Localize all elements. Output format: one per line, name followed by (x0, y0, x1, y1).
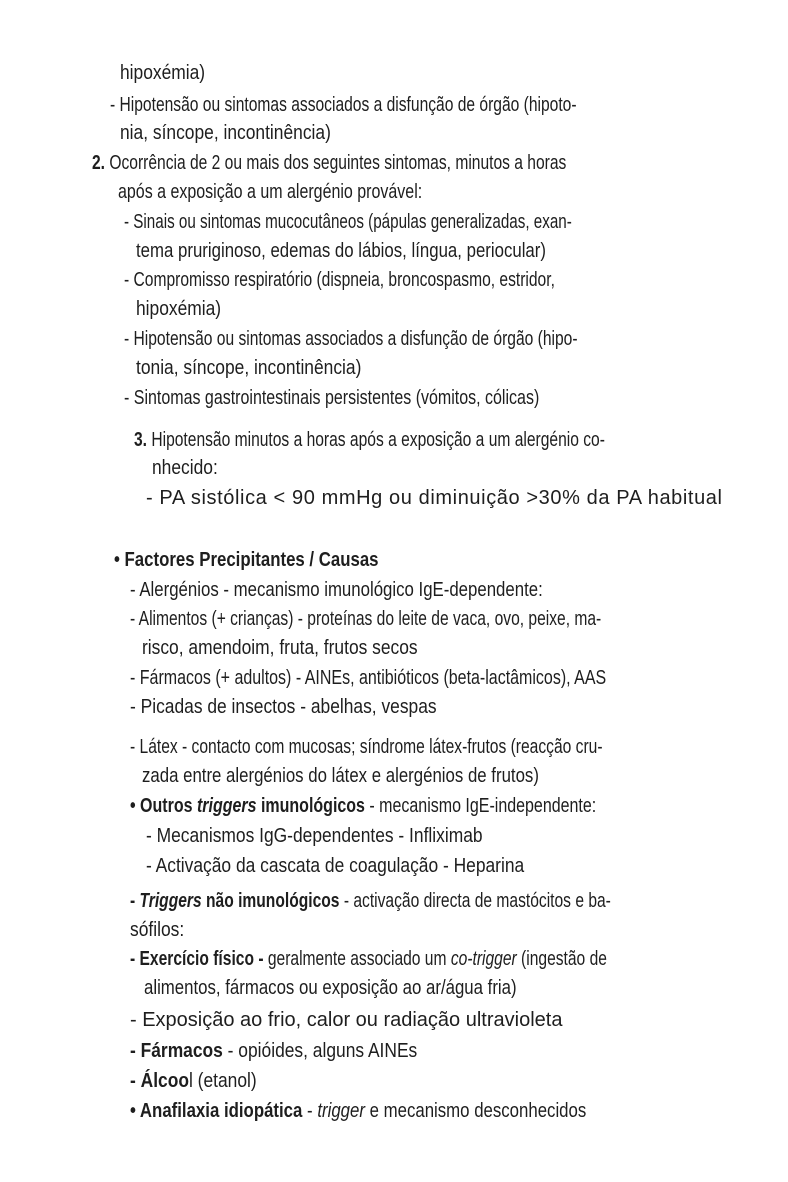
text-line: - Activação da cascata de coagulação - Heparina (146, 855, 525, 877)
text-line: - Hipotensão ou sintomas associados a disfunção de órgão (hipo- (124, 328, 578, 350)
text-line: - Fármacos - opióides, alguns AINEs (130, 1040, 418, 1062)
text-line: tonia, síncope, incontinência) (136, 357, 362, 379)
text-line: • Anafilaxia idiopática - trigger e mecanismo desconhecidos (130, 1100, 587, 1122)
text-line: nhecido: (152, 457, 218, 479)
text-line: - Látex - contacto com mucosas; síndrome látex-frutos (reacção cru- (130, 736, 603, 758)
text-line: hipoxémia) (120, 62, 206, 84)
text-line: risco, amendoim, fruta, frutos secos (142, 637, 418, 659)
item-number: 2. (92, 152, 106, 174)
text-line: - Alimentos (+ crianças) - proteínas do leite de vaca, ovo, peixe, ma- (130, 608, 602, 630)
text-line: - Mecanismos IgG-dependentes - Infliximab (146, 825, 483, 847)
numbered-item-3: 3. Hipotensão minutos a horas após a exposição a um alergénio co- (134, 429, 605, 451)
text-line: - Compromisso respiratório (dispneia, broncospasmo, estridor, (124, 269, 555, 291)
text-line: - Álcool (etanol) (130, 1070, 257, 1092)
text-line: - Sintomas gastrointestinais persistentes (vómitos, cólicas) (124, 387, 540, 409)
text-line: - Hipotensão ou sintomas associados a disfunção de órgão (hipoto- (110, 94, 577, 116)
item-number: 3. (134, 429, 148, 451)
text-line: - Picadas de insectos - abelhas, vespas (130, 696, 437, 718)
text-line: nia, síncope, incontinência) (120, 122, 331, 144)
text-line: - PA sistólica < 90 mmHg ou diminuição >30% da PA habitual (146, 487, 723, 509)
text-line: zada entre alergénios do látex e alergénios de frutos) (142, 765, 539, 787)
text-line: - Sinais ou sintomas mucocutâneos (pápulas generalizadas, exan- (124, 211, 572, 233)
text-line: sófilos: (130, 919, 185, 941)
text-line: - Exercício físico - geralmente associado um co-trigger (ingestão de (130, 948, 607, 970)
text-line: alimentos, fármacos ou exposição ao ar/água fria) (144, 977, 517, 999)
text-line: - Exposição ao frio, calor ou radiação ultravioleta (130, 1009, 563, 1031)
text-line: tema pruriginoso, edemas do lábios, língua, periocular) (136, 240, 546, 262)
subsection-item: • Outros triggers imunológicos - mecanismo IgE-independente: (130, 795, 597, 817)
subsection-item: - Triggers não imunológicos - activação directa de mastócitos e ba- (130, 890, 611, 912)
text-line: - Alergénios - mecanismo imunológico IgE-dependente: (130, 579, 543, 601)
text-line: hipoxémia) (136, 298, 222, 320)
numbered-item-2: 2. Ocorrência de 2 ou mais dos seguintes sintomas, minutos a horas (92, 152, 567, 174)
text-line: - Fármacos (+ adultos) - AINEs, antibióticos (beta-lactâmicos), AAS (130, 667, 607, 689)
text-line: após a exposição a um alergénio provável: (118, 181, 423, 203)
section-heading: • Factores Precipitantes / Causas (114, 549, 379, 571)
